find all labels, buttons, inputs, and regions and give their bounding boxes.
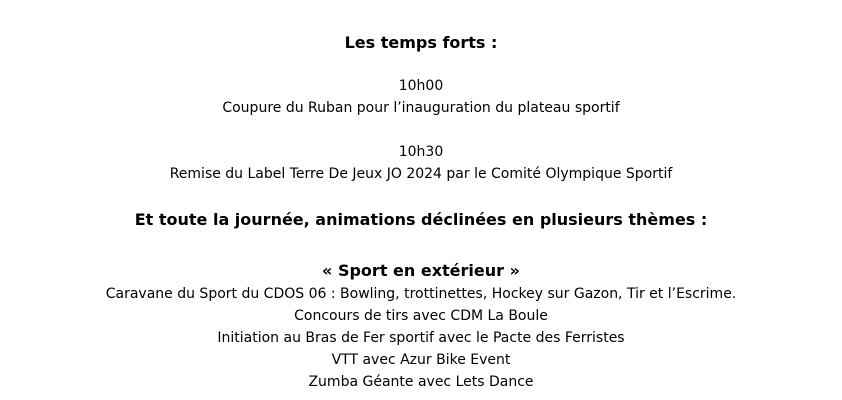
event-description-2: Remise du Label Terre De Jeux JO 2024 par le Comité Olympique Sportif: [169, 166, 673, 182]
activity-item: VTT avec Azur Bike Event: [331, 352, 511, 368]
activity-item: Zumba Géante avec Lets Dance: [308, 374, 534, 390]
theme-title: « Sport en extérieur »: [322, 261, 520, 280]
event-time-1: 10h00: [398, 78, 444, 94]
heading-temps-forts: Les temps forts :: [344, 33, 498, 52]
activity-item: Caravane du Sport du CDOS 06 : Bowling, trottinettes, Hockey sur Gazon, Tir et l’Escrime.: [105, 286, 737, 302]
activity-item: Concours de tirs avec CDM La Boule: [294, 308, 548, 324]
activity-item: Initiation au Bras de Fer sportif avec le Pacte des Ferristes: [217, 330, 625, 346]
event-time-2: 10h30: [398, 144, 444, 160]
event-description-1: Coupure du Ruban pour l’inauguration du plateau sportif: [222, 100, 620, 116]
heading-toute-la-journee: Et toute la journée, animations déclinées en plusieurs thèmes :: [134, 210, 708, 229]
